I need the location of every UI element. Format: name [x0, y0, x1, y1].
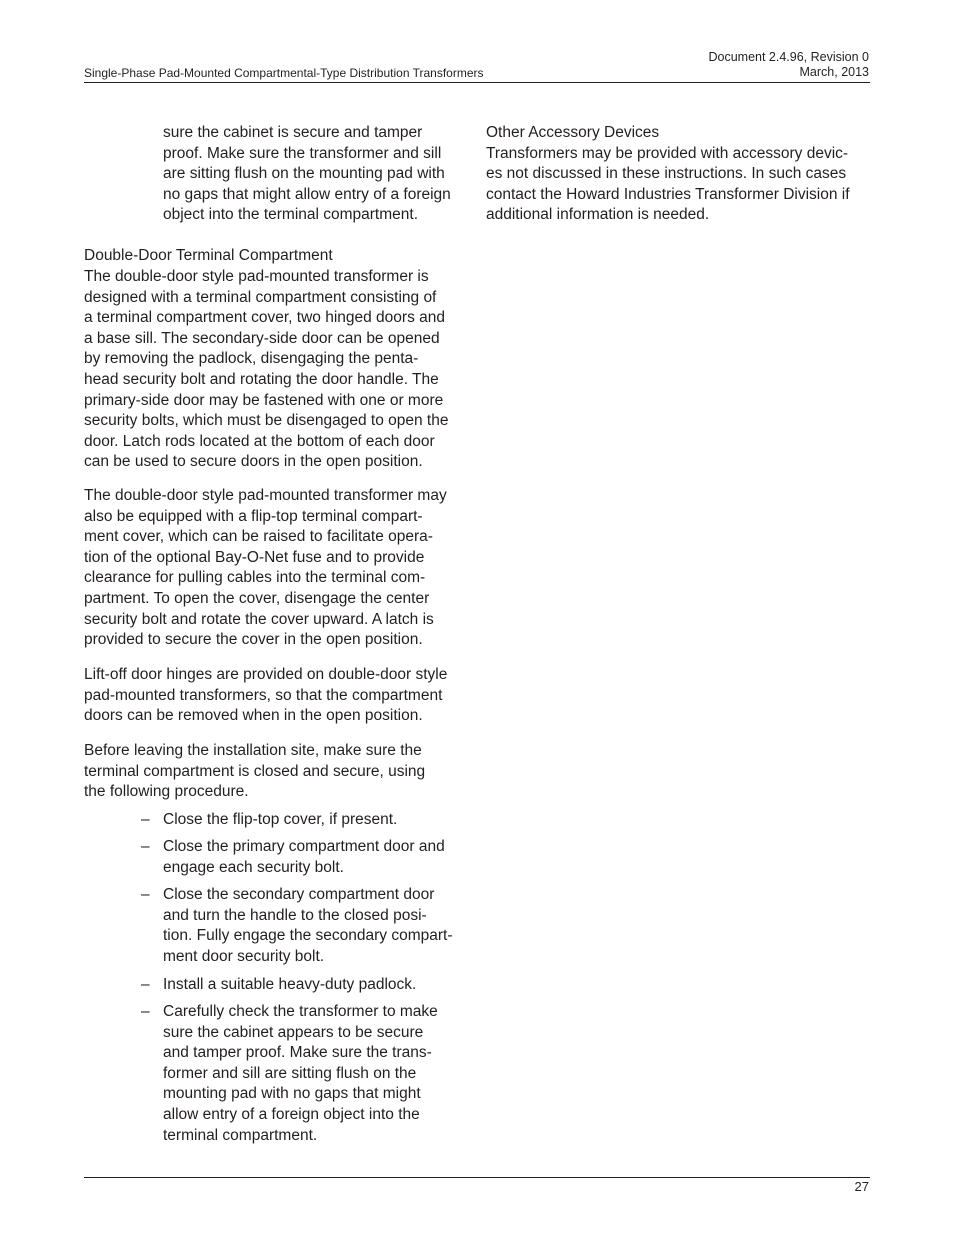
- bullet-dash: –: [141, 976, 150, 993]
- body-paragraph: [84, 665, 447, 727]
- text-line: partment. To open the cover, disengage the center: [84, 589, 430, 607]
- text-line: mounting pad with no gaps that might: [163, 1085, 421, 1103]
- bullet-dash: –: [141, 1003, 150, 1020]
- bullet-item: [141, 975, 417, 996]
- text-line: head security bolt and rotating the door handle. The: [84, 370, 439, 388]
- text-line: sure the cabinet is secure and tamper: [163, 124, 423, 141]
- text-line: a base sill. The secondary-side door can be opened: [84, 329, 440, 347]
- text-line: Lift-off door hinges are provided on double-door style: [84, 666, 448, 683]
- text-line: by removing the padlock, disengaging the penta-: [84, 350, 419, 368]
- text-line: pad-mounted transformers, so that the compartment: [84, 686, 443, 704]
- text-line: security bolt and rotate the cover upward. A latch is: [84, 610, 434, 628]
- text-line: The double-door style pad-mounted transformer may: [84, 487, 447, 504]
- text-line: can be used to secure doors in the open position.: [84, 453, 423, 471]
- text-line: security bolts, which must be disengaged to open the: [84, 412, 449, 430]
- body-paragraph: [84, 267, 448, 473]
- text-line: proof. Make sure the transformer and sill: [163, 144, 442, 162]
- text-line: and tamper proof. Make sure the trans-: [163, 1044, 432, 1062]
- text-line: primary-side door may be fastened with one or more: [84, 391, 444, 409]
- bullet-dash: –: [141, 886, 150, 903]
- bullet-item: [141, 810, 398, 831]
- text-line: Close the secondary compartment door: [163, 886, 435, 903]
- text-line: allow entry of a foreign object into the: [163, 1105, 420, 1123]
- bullet-item: [141, 837, 445, 878]
- text-line: tion. Fully engage the secondary compart-: [163, 927, 453, 945]
- text-line: terminal compartment.: [163, 1126, 318, 1144]
- text-line: Carefully check the transformer to make: [163, 1003, 438, 1020]
- text-line: designed with a terminal compartment consisting of: [84, 288, 437, 306]
- text-line: are sitting flush on the mounting pad with: [163, 165, 445, 183]
- text-line: former and sill are sitting flush on the: [163, 1064, 417, 1082]
- text-line: doors can be removed when in the open position.: [84, 707, 423, 725]
- text-line: no gaps that might allow entry of a foreign: [163, 185, 451, 203]
- text-line: object into the terminal compartment.: [163, 206, 419, 224]
- text-line: and turn the handle to the closed posi-: [163, 906, 427, 924]
- text-line: Transformers may be provided with accessory devic-: [486, 144, 849, 162]
- page-number: 27: [854, 1179, 869, 1194]
- bullet-item: [141, 885, 453, 967]
- text-line: additional information is needed.: [486, 206, 710, 224]
- text-line: es not discussed in these instructions. In such cases: [486, 165, 847, 183]
- text-line: a terminal compartment cover, two hinged doors and: [84, 309, 445, 327]
- header-divider: [84, 82, 870, 83]
- text-line: terminal compartment is closed and secure, using: [84, 762, 426, 780]
- document-date: March, 2013: [799, 64, 869, 79]
- document-number: Document 2.4.96, Revision 0: [708, 50, 869, 64]
- body-paragraph: [84, 486, 447, 651]
- text-line: provided to secure the cover in the open position.: [84, 631, 423, 649]
- document-info: [708, 50, 869, 79]
- bullet-item: [141, 1002, 438, 1146]
- text-line: ment cover, which can be raised to facilitate opera-: [84, 528, 433, 546]
- body-paragraph: [486, 144, 850, 226]
- footer-divider: [84, 1177, 870, 1178]
- text-line: door. Latch rods located at the bottom of each door: [84, 432, 435, 450]
- document-title: Single-Phase Pad-Mounted Compartmental-Type Distribution Transformers: [84, 66, 484, 80]
- section-heading: Double-Door Terminal Compartment: [84, 247, 333, 264]
- intro-paragraph: [163, 123, 451, 226]
- bullet-dash: –: [141, 838, 150, 855]
- bullet-dash: –: [141, 811, 150, 828]
- text-line: The double-door style pad-mounted transformer is: [84, 268, 429, 285]
- text-line: clearance for pulling cables into the terminal com-: [84, 569, 426, 587]
- text-line: contact the Howard Industries Transformer Division if: [486, 185, 850, 203]
- text-line: sure the cabinet appears to be secure: [163, 1023, 424, 1041]
- text-line: Before leaving the installation site, make sure the: [84, 742, 422, 759]
- text-line: the following procedure.: [84, 783, 249, 801]
- text-line: Close the primary compartment door and: [163, 838, 445, 855]
- text-line: Close the flip-top cover, if present.: [163, 811, 398, 828]
- section-heading: Other Accessory Devices: [486, 124, 660, 141]
- text-line: Install a suitable heavy-duty padlock.: [163, 976, 417, 993]
- text-line: also be equipped with a flip-top terminal compart-: [84, 507, 423, 525]
- body-paragraph: [84, 741, 425, 803]
- text-line: tion of the optional Bay-O-Net fuse and to provide: [84, 548, 425, 566]
- text-line: engage each security bolt.: [163, 858, 344, 876]
- text-line: ment door security bolt.: [163, 947, 325, 965]
